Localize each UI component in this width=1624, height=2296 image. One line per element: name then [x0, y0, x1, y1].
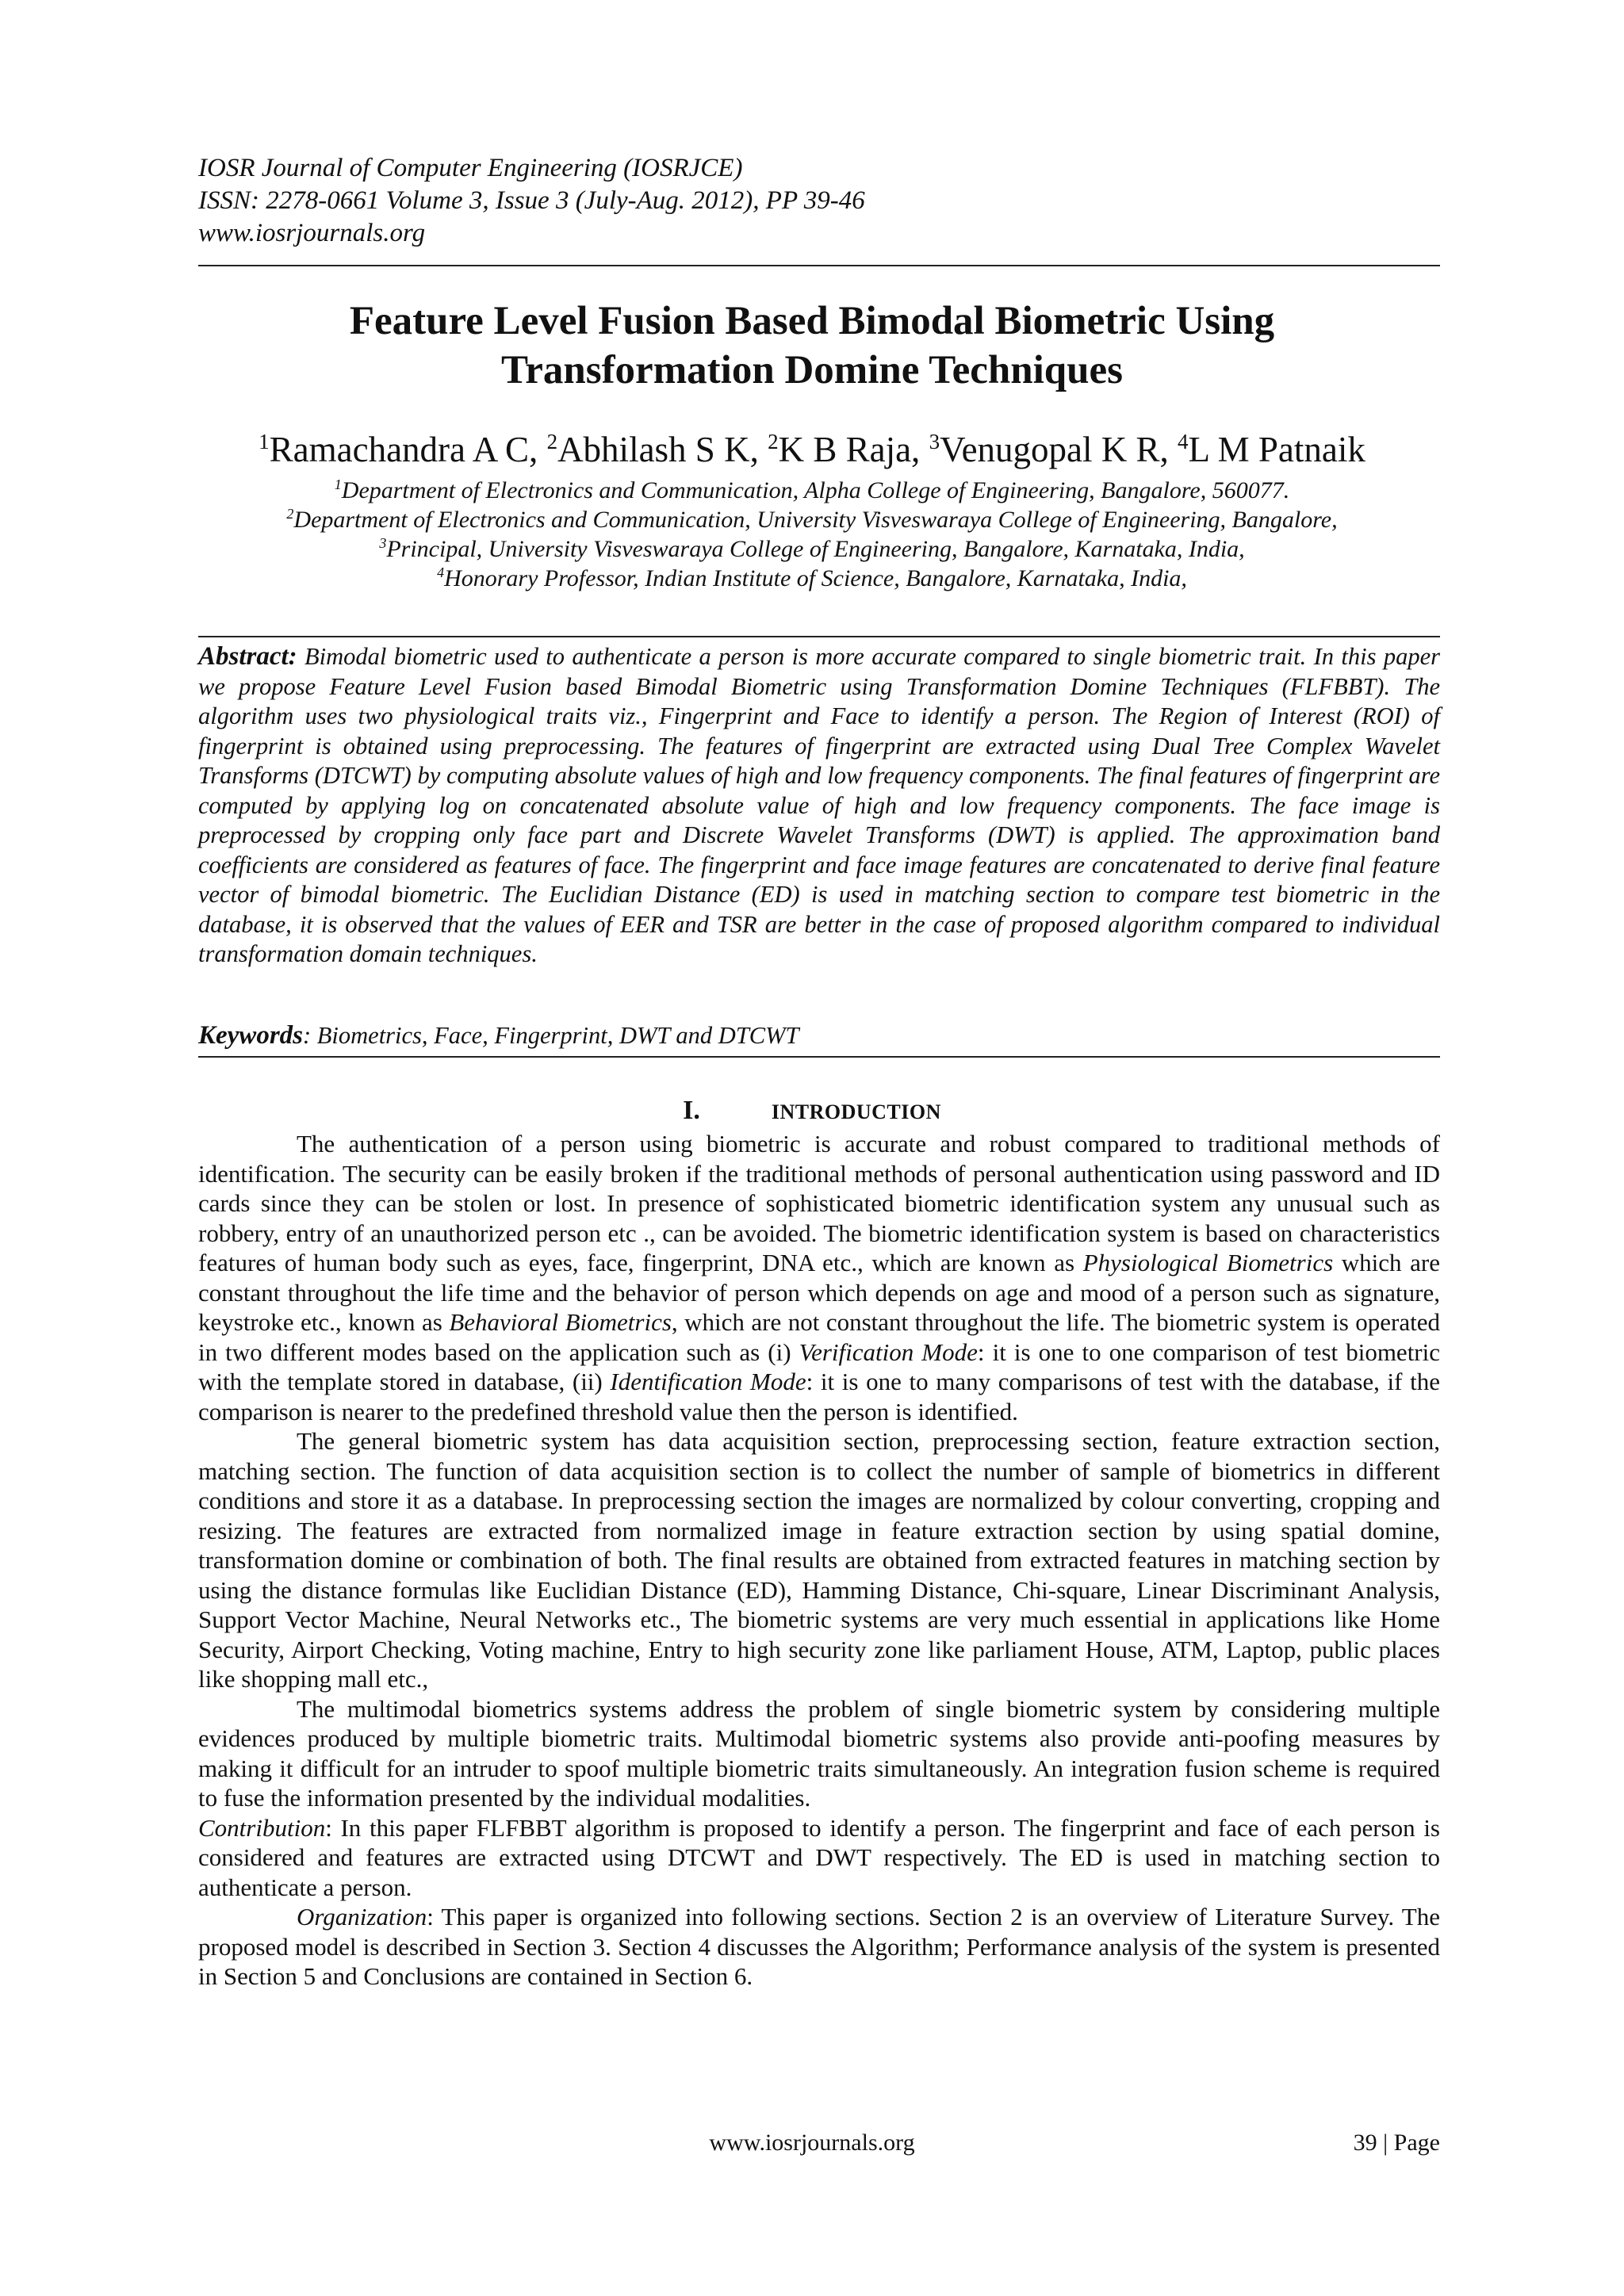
journal-site: www.iosrjournals.org	[198, 219, 426, 247]
affiliation-sup: 1	[334, 476, 342, 492]
author-name: Ramachandra A C,	[269, 430, 547, 469]
journal-name: IOSR Journal of Computer Engineering (IOSRJCE)	[198, 154, 743, 182]
author-sup: 1	[259, 430, 270, 453]
organization-label: Organization	[297, 1903, 427, 1931]
section-heading	[0, 1096, 1624, 1126]
author-name: Abhilash S K,	[557, 430, 768, 469]
organization-text: : This paper is organized into following sections. Section 2 is an overview of Literature Survey. The proposed model is described in Section 3. Section 4 discusses the Algorithm; Performance analysis of the system is presented in Section 5 and Conclusions are contained in Section 6.	[198, 1903, 1440, 1990]
author-sup: 2	[546, 430, 558, 453]
introduction-body	[198, 1129, 1440, 1992]
italic-term: Behavioral Biometrics	[449, 1308, 672, 1336]
affiliation-text: Honorary Professor, Indian Institute of Science, Bangalore, Karnataka, India,	[444, 565, 1187, 591]
italic-term: Physiological Biometrics	[1082, 1249, 1334, 1276]
affiliation-text: Principal, University Visveswaraya College of Engineering, Bangalore, Karnataka, India,	[386, 536, 1245, 562]
keywords-text: : Biometrics, Face, Fingerprint, DWT and DTCWT	[303, 1022, 799, 1049]
text-run: : it is one to many comparisons of test with the database, if the comparison is nearer to the predefined threshold value then the person is identified.	[198, 1368, 1441, 1425]
affiliation-text: Department of Electronics and Communication, University Visveswaraya College of Engineering, Bangalore,	[293, 507, 1338, 533]
author-list	[0, 428, 1624, 471]
paper-title	[0, 297, 1624, 395]
intro-paragraph-2: The general biometric system has data acquisition section, preprocessing section, feature extraction section, matching section. The function of data acquisition section is to collect the number of sample of biometrics in different conditions and store it as a database. In preprocessing section the images are normalized by colour converting, cropping and resizing. The features are extracted from normalized image in feature extraction section by using spatial domine, transformation domine or combination of both. The final results are obtained from extracted features in matching section by using the distance formulas like Euclidian Distance (ED), Hamming Distance, Chi-square, Linear Discriminant Analysis, Support Vector Machine, Neural Networks etc., The biometric systems are very much essential in applications like Home Security, Airport Checking, Voting machine, Entry to high security zone like parliament House, ATM, Laptop, public places like shopping mall etc.,	[198, 1427, 1440, 1693]
journal-header	[198, 152, 865, 250]
journal-issn: ISSN: 2278-0661 Volume 3, Issue 3 (July-Aug. 2012), PP 39-46	[198, 186, 865, 215]
affiliation-sup: 2	[286, 506, 294, 522]
author-name: Venugopal K R,	[940, 430, 1178, 469]
affiliation	[0, 564, 1624, 593]
title-line-1: Feature Level Fusion Based Bimodal Biometric Using	[349, 299, 1275, 343]
affiliation-text: Department of Electronics and Communication, Alpha College of Engineering, Bangalore, 560077.	[341, 477, 1290, 503]
intro-paragraph-1	[198, 1129, 1440, 1426]
abstract-top-rule	[198, 636, 1440, 637]
contribution-paragraph	[198, 1813, 1440, 1903]
organization-paragraph	[198, 1902, 1440, 1992]
keywords-label: Keywords	[198, 1021, 303, 1050]
footer-page-number: 39 | Page	[1353, 2130, 1440, 2156]
author-sup: 2	[768, 430, 779, 453]
affiliations	[0, 476, 1624, 593]
affiliation	[0, 534, 1624, 564]
italic-term: Identification Mode	[610, 1368, 806, 1395]
affiliation	[0, 505, 1624, 534]
text-run: which are constant throughout the life time and the behavior of person which depends on age and mood of a person such as signature, keystroke etc., known as	[198, 1249, 1440, 1336]
section-title: INTRODUCTION	[771, 1100, 941, 1123]
text-run: , which are not constant throughout the life. The biometric system is operated in two different modes based on the application such as (i)	[198, 1308, 1440, 1366]
affiliation-sup: 3	[379, 535, 387, 551]
text-run: : it is one to one comparison of test biometric with the template stored in database, (ii)	[198, 1337, 1440, 1395]
abstract-text: Bimodal biometric used to authenticate a person is more accurate compared to single biometric trait. In this paper we propose Feature Level Fusion based Bimodal Biometric using Transformation Domine Techniques (FLFBBT). The algorithm uses two physiological traits viz., Fingerprint and Face to identify a person. The Region of Interest (ROI) of fingerprint is obtained using preprocessing. The features of fingerprint are extracted using Dual Tree Complex Wavelet Transforms (DTCWT) by computing absolute values of high and low frequency components. The final features of fingerprint are computed by applying log on concatenated absolute value of high and low frequency components. The face image is preprocessed by cropping only face part and Discrete Wavelet Transforms (DWT) is applied. The approximation band coefficients are considered as features of face. The fingerprint and face image features are concatenated to derive final feature vector of bimodal biometric. The Euclidian Distance (ED) is used in matching section to compare test biometric in the database, it is observed that the values of EER and TSR are better in the case of proposed algorithm compared to individual transformation domain techniques.	[198, 643, 1440, 967]
text-run: The authentication of a person using biometric is accurate and robust compared to traditional methods of identification. The security can be easily broken if the traditional methods of personal authentication using password and ID cards since they can be stolen or lost. In presence of sophisticated biometric identification system any unusual such as robbery, entry of an unauthorized person etc ., can be avoided. The biometric identification system is based on characteristics features of human body such as eyes, face, fingerprint, DNA etc., which are known as	[198, 1130, 1440, 1276]
abstract-bottom-rule	[198, 1056, 1440, 1058]
abstract-label: Abstract:	[198, 642, 297, 671]
affiliation-sup: 4	[437, 564, 445, 580]
author-sup: 4	[1178, 430, 1189, 453]
contribution-text: : In this paper FLFBBT algorithm is proposed to identify a person. The fingerprint and face of each person is considered and features are extracted using DTCWT and DWT respectively. The ED is used in matching section to authenticate a person.	[198, 1813, 1440, 1901]
section-number: I.	[683, 1096, 700, 1125]
abstract	[198, 642, 1440, 970]
italic-term: Verification Mode	[799, 1337, 978, 1366]
footer-site: www.iosrjournals.org	[709, 2130, 915, 2156]
keywords	[198, 1021, 1440, 1051]
affiliation	[0, 476, 1624, 505]
header-rule	[198, 265, 1440, 266]
intro-paragraph-3: The multimodal biometrics systems address the problem of single biometric system by considering multiple evidences produced by multiple biometric traits. Multimodal biometric systems also provide anti-poofing measures by making it difficult for an intruder to spoof multiple biometric traits simultaneously. An integration fusion scheme is required to fuse the information presented by the individual modalities.	[198, 1694, 1440, 1812]
author-name: K B Raja,	[778, 430, 929, 469]
title-line-2: Transformation Domine Techniques	[501, 348, 1123, 392]
author-name: L M Patnaik	[1188, 430, 1365, 469]
author-sup: 3	[929, 430, 940, 453]
contribution-label: Contribution	[198, 1813, 326, 1842]
